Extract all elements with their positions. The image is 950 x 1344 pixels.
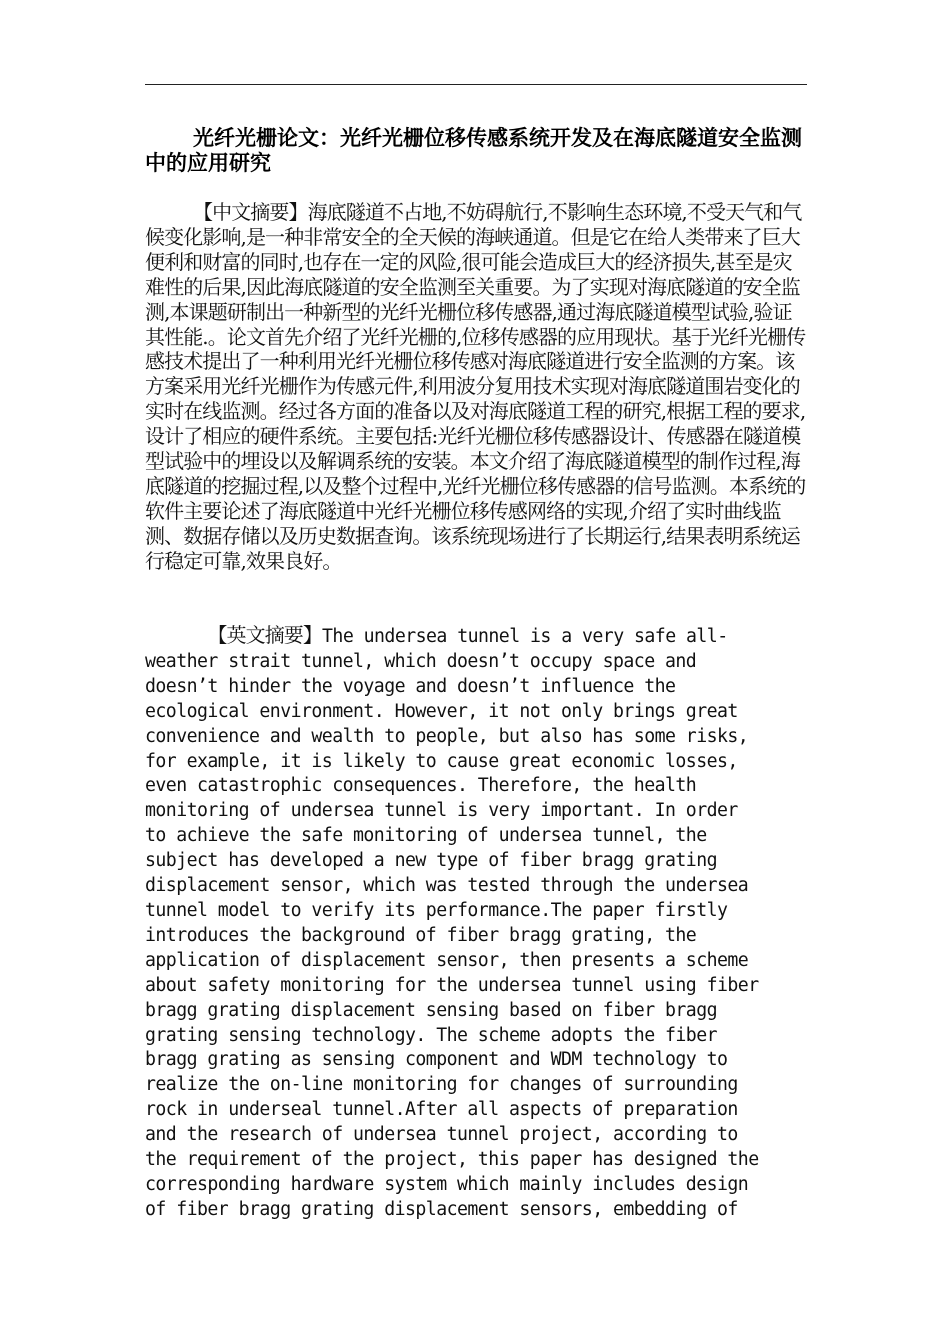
- english-abstract-line: displacement sensor, which was tested through the undersea: [145, 875, 749, 897]
- english-abstract-line: rock in underseal tunnel.After all aspects of preparation: [145, 1099, 738, 1121]
- chinese-abstract-label: 【中文摘要】: [193, 200, 308, 224]
- english-abstract-line: realize the on-line monitoring for changes of surrounding: [145, 1074, 738, 1096]
- english-abstract-line: convenience and wealth to people, but also has some risks,: [145, 725, 749, 747]
- english-abstract-line: doesn’t hinder the voyage and doesn’t influence the: [145, 675, 676, 697]
- english-abstract-line: bragg grating as sensing component and WDM technology to: [145, 1049, 728, 1071]
- english-abstract-line: grating sensing technology. The scheme adopts the fiber: [145, 1024, 717, 1046]
- english-abstract-line: 【英文摘要】The undersea tunnel is a very safe all-: [207, 623, 728, 647]
- english-abstract-line: subject has developed a new type of fiber bragg grating: [145, 850, 717, 872]
- english-abstract-line: bragg grating displacement sensing based on fiber bragg: [145, 999, 717, 1021]
- english-abstract-line: corresponding hardware system which mainly includes design: [145, 1173, 749, 1195]
- english-abstract-line: even catastrophic consequences. Therefore, the health: [145, 775, 697, 797]
- paper-title: 光纤光栅论文：光纤光栅位移传感系统开发及在海底隧道安全监测中的应用研究: [145, 126, 802, 175]
- chinese-abstract: [145, 200, 807, 574]
- header-rule: [145, 84, 807, 85]
- english-abstract-line: monitoring of undersea tunnel is very important. In order: [145, 800, 738, 822]
- english-abstract-line: the requirement of the project, this paper has designed the: [145, 1149, 759, 1171]
- english-abstract-line: for example, it is likely to cause great economic losses,: [145, 750, 738, 772]
- english-abstract-line: application of displacement sensor, then presents a scheme: [145, 949, 749, 971]
- english-abstract-line: to achieve the safe monitoring of undersea tunnel, the: [145, 825, 707, 847]
- english-abstract-line: ecological environment. However, it not only brings great: [145, 700, 738, 722]
- english-abstract: [145, 623, 825, 1223]
- english-abstract-line: introduces the background of fiber bragg grating, the: [145, 924, 697, 946]
- english-abstract-line: of fiber bragg grating displacement sensors, embedding of: [145, 1198, 738, 1220]
- english-abstract-label: 【英文摘要】: [207, 623, 323, 647]
- chinese-abstract-text: 海底隧道不占地,不妨碍航行,不影响生态环境,不受天气和气候变化影响,是一种非常安全的全天候的海峡通道。但是它在给人类带来了巨大便利和财富的同时,也存在一定的风险,很可能会造成巨大的经济损失,甚至是灾难性的后果,因此海底隧道的安全监测至关重要。为了实现对海底隧道的安全监测,本课题研制出一种新型的光纤光栅位移传感器,通过海底隧道模型试验,验证其性能.。论文首先介绍了光纤光栅的,位移传感器的应用现状。基于光纤光栅传感技术提出了一种利用光纤光栅位移传感对海底隧道进行安全监测的方案。该方案采用光纤光栅作为传感元件,利用波分复用技术实现对海底隧道围岩变化的实时在线监测。经过各方面的准备以及对海底隧道工程的研究,根据工程的要求,设计了相应的硬件系统。主要包括:光纤光栅位移传感器设计、传感器在隧道模型试验中的埋设以及解调系统的安装。本文介绍了海底隧道模型的制作过程,海底隧道的挖掘过程,以及整个过程中,光纤光栅位移传感器的信号监测。本系统的软件主要论述了海底隧道中光纤光栅位移传感网络的实现,介绍了实时曲线监测、数据存储以及历史数据查询。该系统现场进行了长期运行,结果表明系统运行稳定可靠,效果良好。: [145, 200, 806, 573]
- english-abstract-line: tunnel model to verify its performance.The paper firstly: [145, 899, 728, 921]
- english-abstract-line: about safety monitoring for the undersea tunnel using fiber: [145, 974, 759, 996]
- english-abstract-line: weather strait tunnel, which doesn’t occupy space and: [145, 650, 697, 672]
- english-abstract-line: and the research of undersea tunnel project, according to: [145, 1124, 738, 1146]
